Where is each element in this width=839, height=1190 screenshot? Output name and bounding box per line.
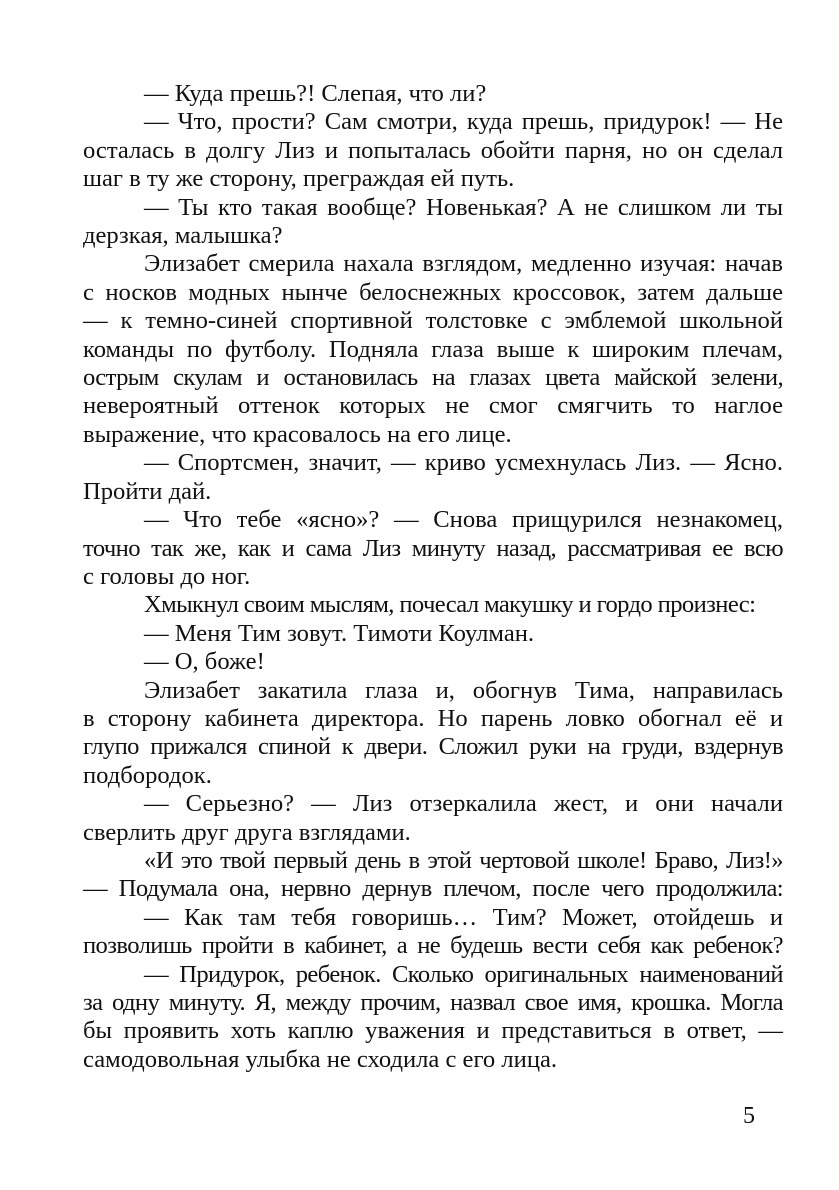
text-line: за одну минуту. Я, между прочим, назвал свое имя, крошка. Могла	[83, 989, 783, 1016]
text-line: — к темно-синей спортивной толстовке с эмблемой школьной	[83, 307, 783, 335]
text-line: шаг в ту же сторону, преграждая ей путь.	[83, 165, 515, 193]
text-line: — О, боже!	[144, 648, 265, 676]
page-body-text	[83, 80, 783, 1074]
text-line: — Что тебе «ясно»? — Снова прищурился незнакомец,	[144, 506, 783, 534]
text-line: выражение, что красовалось на его лице.	[83, 420, 512, 448]
text-line: точно так же, как и сама Лиз минуту назад, рассматривая ее всю	[83, 534, 783, 562]
text-line: позволишь пройти в кабинет, а не будешь вести себя как ребенок?	[83, 932, 783, 960]
text-line: самодовольная улыбка не сходила с его лица.	[83, 1045, 558, 1073]
text-line: команды по футболу. Подняла глаза выше к широким плечам,	[83, 335, 783, 363]
text-line: невероятный оттенок которых не смог смягчить то наглое	[83, 392, 783, 420]
text-line: острым скулам и остановилась на глазах цвета майской зелени,	[83, 364, 783, 392]
text-line: в сторону кабинета директора. Но парень ловко обогнал её и	[83, 704, 783, 732]
text-line: бы проявить хоть каплю уважения и представиться в ответ, —	[83, 1017, 783, 1045]
text-line: — Что, прости? Сам смотри, куда прешь, придурок! — Не	[144, 108, 783, 136]
page-number: 5	[743, 1103, 755, 1129]
text-line: «И это твой первый день в этой чертовой школе! Браво, Лиз!»	[144, 846, 783, 874]
text-line: с головы до ног.	[83, 562, 251, 590]
text-line: Хмыкнул своим мыслям, почесал макушку и гордо произнес:	[144, 591, 756, 619]
text-line: Пройти дай.	[83, 477, 212, 505]
text-line: подбородок.	[83, 761, 212, 789]
text-line: — Спортсмен, значит, — криво усмехнулась Лиз. — Ясно.	[144, 449, 783, 477]
text-line: сверлить друг друга взглядами.	[83, 818, 411, 846]
text-line: с носков модных нынче белоснежных кроссовок, затем дальше	[83, 278, 783, 306]
text-line: — Придурок, ребенок. Сколько оригинальных наименований	[144, 960, 783, 988]
text-line: — Подумала она, нервно дернув плечом, после чего продолжила:	[83, 875, 783, 903]
text-line: — Ты кто такая вообще? Новенькая? А не слишком ли ты	[144, 193, 783, 221]
text-line: осталась в долгу Лиз и попыталась обойти парня, но он сделал	[83, 136, 783, 164]
text-line: — Меня Тим зовут. Тимоти Коулман.	[144, 619, 535, 647]
text-line: дерзкая, малышка?	[83, 222, 283, 250]
text-line: — Серьезно? — Лиз отзеркалила жест, и они начали	[144, 790, 783, 818]
text-line: глупо прижался спиной к двери. Сложил руки на груди, вздернув	[83, 733, 783, 761]
text-line: — Как там тебя говоришь… Тим? Может, отойдешь и	[144, 903, 783, 931]
text-line: — Куда прешь?! Слепая, что ли?	[144, 80, 487, 107]
text-line: Элизабет смерила нахала взглядом, медленно изучая: начав	[144, 250, 783, 278]
text-line: Элизабет закатила глаза и, обогнув Тима, направилась	[144, 676, 783, 704]
